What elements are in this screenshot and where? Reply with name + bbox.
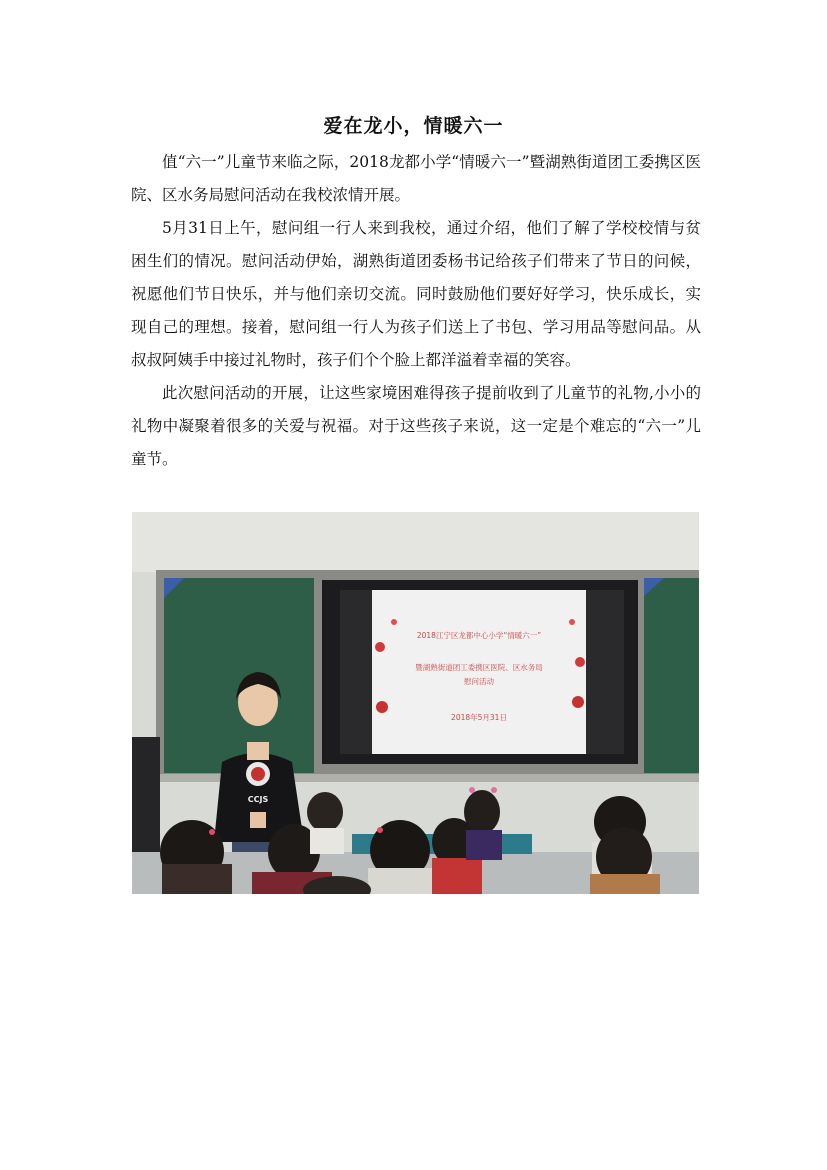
paragraph-2: 5月31日上午，慰问组一行人来到我校，通过介绍，他们了解了学校校情与贫困生们的情况。慰问活动伊始，湖熟街道团委杨书记给孩子们带来了节日的问候，祝愿他们节日快乐，并与他们亲切交流。同时鼓励他们要好好学习，快乐成长，实现自己的理想。接着，慰问组一行人为孩子们送上了书包、学习用品等慰问品。从叔叔阿姨手中接过礼物时，孩子们个个脸上都洋溢着幸福的笑容。 bbox=[131, 219, 701, 369]
slide-subtitle-line: 暨湖熟街道团工委携区医院、区水务局 bbox=[415, 663, 543, 672]
article-body bbox=[131, 146, 701, 476]
left-chalkboard bbox=[164, 578, 314, 773]
page-title: 爱在龙小，情暖六一 bbox=[323, 115, 504, 137]
presentation-screen bbox=[372, 590, 586, 754]
shirt-logo: CCJS bbox=[247, 795, 269, 804]
slide-subtitle-line: 慰问活动 bbox=[464, 677, 494, 686]
paragraph-3: 此次慰问活动的开展，让这些家境困难得孩子提前收到了儿童节的礼物,小小的礼物中凝聚着很多的关爱与祝福。对于这些孩子来说，这一定是个难忘的“六一”儿童节。 bbox=[131, 384, 701, 468]
classroom-photo bbox=[132, 512, 699, 894]
paragraph-1: 值“六一”儿童节来临之际，2018龙都小学“情暖六一”暨湖熟街道团工委携区医院、区水务局慰问活动在我校浓情开展。 bbox=[131, 153, 701, 204]
slide-date: 2018年5月31日 bbox=[451, 713, 507, 722]
slide-title-line: 2018江宁区龙都中心小学“情暖六一” bbox=[416, 631, 542, 640]
right-chalkboard bbox=[644, 578, 699, 773]
